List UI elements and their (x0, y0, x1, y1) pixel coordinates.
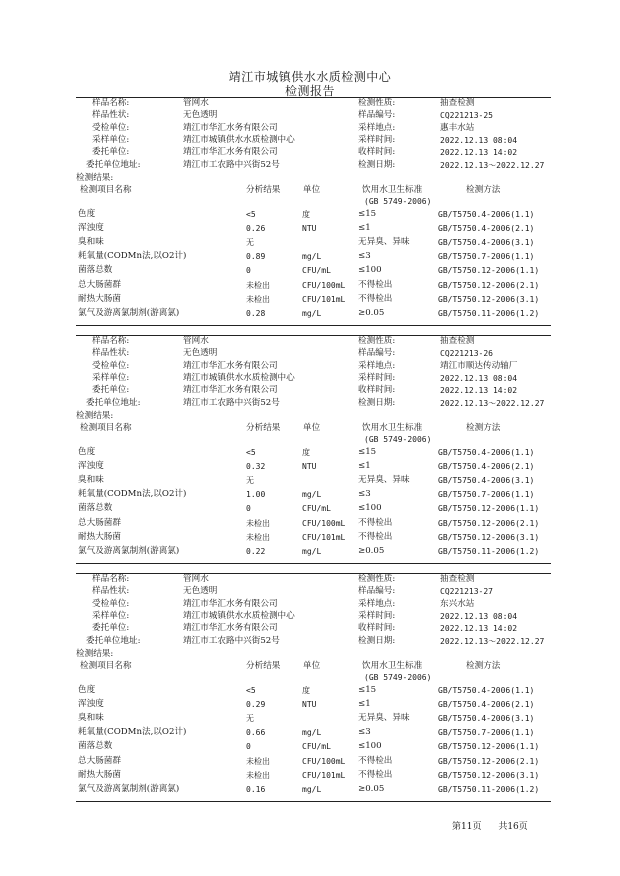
row-unit: mg/L (302, 728, 322, 738)
row-result: 无 (246, 714, 254, 724)
label-inspected-unit: 受检单位: (92, 122, 130, 133)
label-entrusting-address: 委托单位地址: (86, 397, 141, 408)
value-receive-time: 2022.12.13 14:02 (440, 148, 518, 158)
row-method: GB/T5750.12-2006(1.1) (438, 504, 540, 514)
row-standard: ≤1 (358, 223, 371, 234)
row-standard: 无异臭、异味 (358, 713, 410, 724)
page-footer (452, 819, 542, 832)
row-item: 耐热大肠菌 (78, 531, 121, 542)
row-method: GB/T5750.7-2006(1.1) (438, 728, 535, 738)
results-label: 检测结果: (76, 649, 114, 659)
value-sampling-site: 东兴水站 (440, 598, 475, 609)
value-sample-name: 管网水 (183, 574, 209, 584)
report-title: 检测报告 (284, 84, 335, 98)
value-sample-number: CQ221213-26 (440, 349, 493, 359)
row-standard: ≤3 (358, 727, 371, 738)
value-sample-number: CQ221213-27 (440, 587, 493, 597)
value-entrusting-address: 靖江市工农路中兴街52号 (183, 635, 280, 646)
value-sampling-time: 2022.12.13 08:04 (440, 373, 518, 383)
row-unit: mg/L (302, 252, 322, 262)
value-test-date: 2022.12.13～2022.12.27 (440, 636, 545, 646)
row-unit: CFU/mL (302, 266, 331, 276)
section-divider (76, 97, 551, 98)
value-entrusting-address: 靖江市工农路中兴街52号 (183, 397, 280, 408)
label-sample-number: 样品编号: (358, 110, 396, 121)
row-method: GB/T5750.11-2006(1.2) (438, 784, 540, 794)
col-header-standard-code: (GB 5749-2006) (364, 197, 432, 206)
row-unit: 度 (302, 448, 310, 457)
results-label: 检测结果: (76, 173, 114, 183)
row-unit: mg/L (302, 490, 322, 500)
row-item: 耗氧量(CODMn法,以O2计) (78, 251, 187, 262)
center-title: 靖江市城镇供水水质检测中心 (228, 70, 392, 84)
col-header-standard-code: (GB 5749-2006) (364, 673, 432, 682)
table-bottom-rule (76, 325, 551, 326)
col-header-unit: 单位 (303, 185, 321, 195)
row-unit: CFU/mL (302, 742, 331, 752)
label-entrusting-unit: 委托单位: (92, 623, 130, 634)
value-sampling-time: 2022.12.13 08:04 (440, 135, 518, 145)
label-sampling-site: 采样地点: (358, 598, 396, 609)
label-entrusting-address: 委托单位地址: (86, 635, 141, 646)
row-result: 未检出 (246, 518, 270, 528)
row-item: 总大肠菌群 (78, 279, 121, 290)
row-unit: CFU/101mL (302, 770, 346, 780)
row-unit: NTU (302, 700, 317, 710)
value-entrusting-address: 靖江市工农路中兴街52号 (183, 159, 280, 170)
row-result: 0 (246, 504, 251, 514)
value-sampling-site: 靖江市顺达传动轴厂 (440, 360, 518, 371)
row-standard: ≤3 (358, 251, 371, 262)
row-item: 总大肠菌群 (78, 517, 121, 528)
label-sampling-unit: 采样单位: (92, 372, 130, 383)
col-header-standard-code: (GB 5749-2006) (364, 435, 432, 444)
row-standard: ≤3 (358, 489, 371, 500)
row-item: 浑浊度 (78, 461, 104, 472)
row-result: <5 (246, 210, 256, 219)
row-method: GB/T5750.12-2006(3.1) (438, 770, 540, 780)
label-sampling-time: 采样时间: (358, 372, 396, 383)
row-standard: 不得检出 (358, 755, 393, 766)
value-inspected-unit: 靖江市华汇水务有限公司 (183, 360, 278, 371)
label-sample-number: 样品编号: (358, 348, 396, 359)
label-sampling-unit: 采样单位: (92, 134, 130, 145)
value-sample-nature: 抽查检测 (440, 98, 475, 108)
row-unit: CFU/100mL (302, 280, 346, 290)
row-standard: 无异臭、异味 (358, 237, 410, 248)
row-item: 耐热大肠菌 (78, 769, 121, 780)
row-item: 浑浊度 (78, 699, 104, 710)
row-method: GB/T5750.4-2006(2.1) (438, 700, 535, 710)
row-result: 1.00 (246, 490, 266, 500)
label-sample-number: 样品编号: (358, 586, 396, 597)
col-header-standard: 饮用水卫生标准 (362, 185, 423, 195)
col-header-item: 检测项目名称 (80, 423, 132, 433)
row-method: GB/T5750.11-2006(1.2) (438, 308, 540, 318)
results-label: 检测结果: (76, 411, 114, 421)
label-receive-time: 收样时间: (358, 385, 396, 396)
label-entrusting-unit: 委托单位: (92, 385, 130, 396)
label-sample-status: 样品性状: (92, 348, 130, 359)
row-unit: CFU/101mL (302, 294, 346, 304)
label-sampling-time: 采样时间: (358, 610, 396, 621)
row-unit: CFU/100mL (302, 518, 346, 528)
label-sampling-unit: 采样单位: (92, 610, 130, 621)
row-method: GB/T5750.4-2006(3.1) (438, 476, 535, 486)
value-test-date: 2022.12.13～2022.12.27 (440, 160, 545, 170)
value-sampling-site: 惠丰水站 (440, 122, 475, 133)
row-item: 浑浊度 (78, 223, 104, 234)
value-sampling-unit: 靖江市城镇供水水质检测中心 (183, 372, 295, 383)
value-test-date: 2022.12.13～2022.12.27 (440, 398, 545, 408)
label-sample-name: 样品名称: (92, 574, 130, 584)
row-result: <5 (246, 686, 256, 695)
row-result: 0.89 (246, 252, 266, 262)
label-sampling-site: 采样地点: (358, 360, 396, 371)
row-unit: CFU/101mL (302, 532, 346, 542)
row-standard: ≤1 (358, 699, 371, 710)
col-header-result: 分析结果 (246, 185, 281, 195)
row-result: 0.66 (246, 728, 266, 738)
row-standard: 不得检出 (358, 279, 393, 290)
row-standard: 不得检出 (358, 293, 393, 304)
row-unit: 度 (302, 210, 310, 219)
value-sampling-unit: 靖江市城镇供水水质检测中心 (183, 134, 295, 145)
row-result: 未检出 (246, 280, 270, 290)
row-item: 氯气及游离氯制剂(游离氯) (78, 545, 180, 556)
row-item: 臭和味 (78, 237, 104, 248)
value-sample-status: 无色透明 (183, 586, 218, 597)
value-entrusting-unit: 靖江市华汇水务有限公司 (183, 147, 278, 158)
row-unit: mg/L (302, 308, 322, 318)
col-header-unit: 单位 (303, 423, 321, 433)
row-unit: NTU (302, 224, 317, 234)
row-method: GB/T5750.4-2006(1.1) (438, 210, 535, 219)
row-result: 0.29 (246, 700, 266, 710)
row-method: GB/T5750.12-2006(2.1) (438, 280, 540, 290)
row-standard: ≤15 (358, 685, 377, 695)
page-number: 第11页 (452, 822, 482, 832)
row-item: 色度 (78, 685, 96, 695)
row-standard: ≤100 (358, 265, 382, 276)
label-receive-time: 收样时间: (358, 147, 396, 158)
row-result: 0.26 (246, 224, 266, 234)
row-method: GB/T5750.7-2006(1.1) (438, 490, 535, 500)
value-receive-time: 2022.12.13 14:02 (440, 386, 518, 396)
row-standard: ≥0.05 (358, 545, 385, 556)
value-sample-status: 无色透明 (183, 348, 218, 359)
value-sample-nature: 抽查检测 (440, 574, 475, 584)
row-result: 未检出 (246, 294, 270, 304)
row-result: 未检出 (246, 532, 270, 542)
row-method: GB/T5750.4-2006(3.1) (438, 238, 535, 248)
row-standard: 不得检出 (358, 517, 393, 528)
row-standard: ≤1 (358, 461, 371, 472)
row-standard: ≤15 (358, 447, 377, 457)
row-standard: 不得检出 (358, 531, 393, 542)
row-method: GB/T5750.12-2006(3.1) (438, 532, 540, 542)
row-standard: ≤100 (358, 741, 382, 752)
row-item: 臭和味 (78, 475, 104, 486)
table-bottom-rule (76, 801, 551, 802)
row-result: 0 (246, 266, 251, 276)
col-header-result: 分析结果 (246, 661, 281, 671)
label-sample-nature: 检测性质: (358, 574, 396, 584)
row-method: GB/T5750.4-2006(2.1) (438, 224, 535, 234)
label-sampling-time: 采样时间: (358, 134, 396, 145)
row-unit: NTU (302, 462, 317, 472)
row-standard: ≤100 (358, 503, 382, 514)
row-method: GB/T5750.12-2006(2.1) (438, 518, 540, 528)
value-sample-name: 管网水 (183, 336, 209, 346)
row-result: 未检出 (246, 770, 270, 780)
value-sample-nature: 抽查检测 (440, 336, 475, 346)
row-result: 未检出 (246, 756, 270, 766)
row-standard: ≤15 (358, 209, 377, 219)
row-unit: CFU/mL (302, 504, 331, 514)
row-result: <5 (246, 448, 256, 457)
value-sample-status: 无色透明 (183, 110, 218, 121)
row-result: 0.28 (246, 308, 266, 318)
col-header-method: 检测方法 (466, 661, 501, 671)
col-header-standard: 饮用水卫生标准 (362, 661, 423, 671)
label-receive-time: 收样时间: (358, 623, 396, 634)
label-sampling-site: 采样地点: (358, 122, 396, 133)
label-entrusting-address: 委托单位地址: (86, 159, 141, 170)
row-standard: ≥0.05 (358, 783, 385, 794)
row-item: 总大肠菌群 (78, 755, 121, 766)
page-total: 共16页 (498, 822, 528, 832)
row-unit: mg/L (302, 784, 322, 794)
row-method: GB/T5750.4-2006(2.1) (438, 462, 535, 472)
row-result: 0 (246, 742, 251, 752)
row-method: GB/T5750.12-2006(2.1) (438, 756, 540, 766)
label-sample-status: 样品性状: (92, 586, 130, 597)
value-inspected-unit: 靖江市华汇水务有限公司 (183, 122, 278, 133)
row-unit: mg/L (302, 546, 322, 556)
row-item: 耗氧量(CODMn法,以O2计) (78, 727, 187, 738)
row-method: GB/T5750.4-2006(1.1) (438, 448, 535, 457)
row-item: 菌落总数 (78, 741, 113, 752)
row-method: GB/T5750.7-2006(1.1) (438, 252, 535, 262)
col-header-result: 分析结果 (246, 423, 281, 433)
row-item: 菌落总数 (78, 503, 113, 514)
label-test-date: 检测日期: (358, 159, 396, 170)
row-result: 0.16 (246, 784, 266, 794)
value-sample-number: CQ221213-25 (440, 111, 493, 121)
row-method: GB/T5750.12-2006(1.1) (438, 742, 540, 752)
row-item: 色度 (78, 447, 96, 457)
table-bottom-rule (76, 563, 551, 564)
col-header-standard: 饮用水卫生标准 (362, 423, 423, 433)
row-unit: CFU/100mL (302, 756, 346, 766)
row-item: 耗氧量(CODMn法,以O2计) (78, 489, 187, 500)
col-header-method: 检测方法 (466, 423, 501, 433)
section-divider (76, 335, 551, 336)
row-result: 0.32 (246, 462, 266, 472)
label-sample-name: 样品名称: (92, 336, 130, 346)
value-inspected-unit: 靖江市华汇水务有限公司 (183, 598, 278, 609)
label-sample-name: 样品名称: (92, 98, 130, 108)
row-standard: ≥0.05 (358, 307, 385, 318)
value-sample-name: 管网水 (183, 98, 209, 108)
label-entrusting-unit: 委托单位: (92, 147, 130, 158)
value-receive-time: 2022.12.13 14:02 (440, 624, 518, 634)
value-entrusting-unit: 靖江市华汇水务有限公司 (183, 385, 278, 396)
row-result: 0.22 (246, 546, 266, 556)
row-unit: 度 (302, 686, 310, 695)
row-item: 耐热大肠菌 (78, 293, 121, 304)
row-item: 色度 (78, 209, 96, 219)
row-standard: 无异臭、异味 (358, 475, 410, 486)
value-sampling-unit: 靖江市城镇供水水质检测中心 (183, 610, 295, 621)
col-header-item: 检测项目名称 (80, 661, 132, 671)
section-divider (76, 573, 551, 574)
label-sample-status: 样品性状: (92, 110, 130, 121)
label-sample-nature: 检测性质: (358, 98, 396, 108)
value-sampling-time: 2022.12.13 08:04 (440, 611, 518, 621)
label-sample-nature: 检测性质: (358, 336, 396, 346)
row-item: 臭和味 (78, 713, 104, 724)
row-method: GB/T5750.12-2006(1.1) (438, 266, 540, 276)
row-method: GB/T5750.12-2006(3.1) (438, 294, 540, 304)
label-inspected-unit: 受检单位: (92, 360, 130, 371)
col-header-item: 检测项目名称 (80, 185, 132, 195)
row-item: 菌落总数 (78, 265, 113, 276)
label-inspected-unit: 受检单位: (92, 598, 130, 609)
row-method: GB/T5750.11-2006(1.2) (438, 546, 540, 556)
col-header-unit: 单位 (303, 661, 321, 671)
value-entrusting-unit: 靖江市华汇水务有限公司 (183, 623, 278, 634)
row-item: 氯气及游离氯制剂(游离氯) (78, 307, 180, 318)
row-standard: 不得检出 (358, 769, 393, 780)
row-item: 氯气及游离氯制剂(游离氯) (78, 783, 180, 794)
label-test-date: 检测日期: (358, 397, 396, 408)
row-method: GB/T5750.4-2006(3.1) (438, 714, 535, 724)
label-test-date: 检测日期: (358, 635, 396, 646)
row-result: 无 (246, 476, 254, 486)
col-header-method: 检测方法 (466, 185, 501, 195)
row-result: 无 (246, 238, 254, 248)
row-method: GB/T5750.4-2006(1.1) (438, 686, 535, 695)
